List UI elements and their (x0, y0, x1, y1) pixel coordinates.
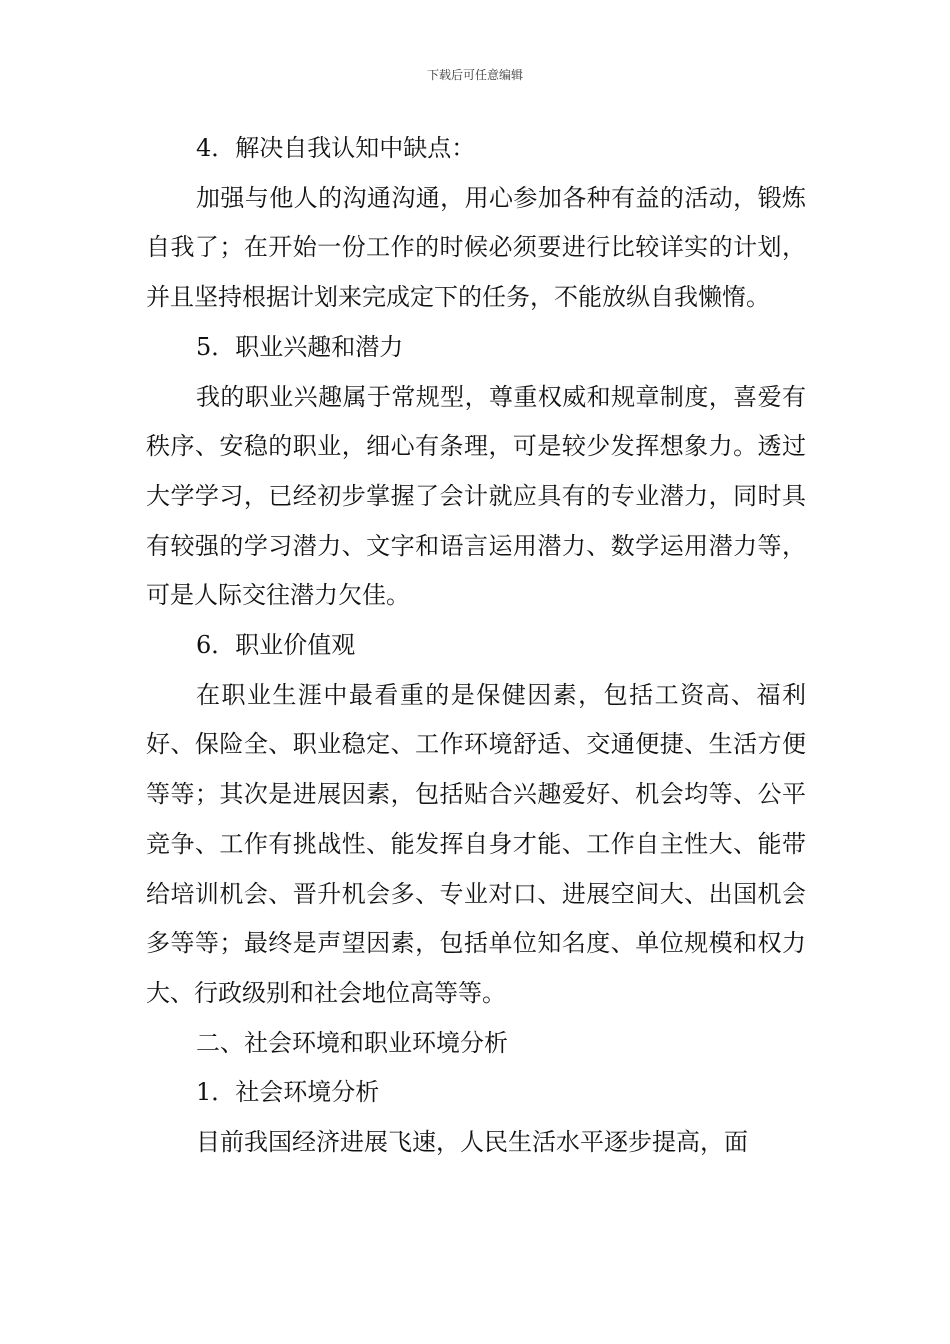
paragraph-career-values: 在职业生涯中最看重的是保健因素，包括工资高、福利好、保险全、职业稳定、工作环境舒适、交通便捷、生活方便等等；其次是进展因素，包括贴合兴趣爱好、机会均等、公平竞争、工作有挑战性、能发挥自身才能、工作自主性大、能带给培训机会、晋升机会多、专业对口、进展空间大、出国机会多等等；最终是声望因素，包括单位知名度、单位规模和权力大、行政级别和社会地位高等等。 (146, 680, 806, 1007)
page-header: 下载后可任意编辑 (426, 68, 523, 82)
document-body (146, 124, 806, 1168)
heading-social-environment: 1．社会环境分析 (196, 1078, 380, 1107)
heading-career-interest: 5．职业兴趣和潜力 (196, 332, 404, 361)
heading-career-values: 6．职业价值观 (196, 631, 356, 660)
paragraph-career-interest: 我的职业兴趣属于常规型，尊重权威和规章制度，喜爱有秩序、安稳的职业，细心有条理，可是较少发挥想象力。透过大学学习，已经初步掌握了会计就应具有的专业潜力，同时具有较强的学习潜力、文字和语言运用潜力、数学运用潜力等，可是人际交往潜力欠佳。 (146, 382, 806, 610)
paragraph-weakness-solution: 加强与他人的沟通沟通，用心参加各种有益的活动，锻炼自我了；在开始一份工作的时候必须要进行比较详实的计划，并且坚持根据计划来完成定下的任务，不能放纵自我懒惰。 (146, 183, 806, 312)
heading-self-cognition-weakness: 4．解决自我认知中缺点： (196, 134, 476, 162)
paragraph-social-environment: 目前我国经济进展飞速，人民生活水平逐步提高，面 (196, 1128, 748, 1157)
heading-environment-analysis: 二、社会环境和职业环境分析 (196, 1028, 508, 1057)
